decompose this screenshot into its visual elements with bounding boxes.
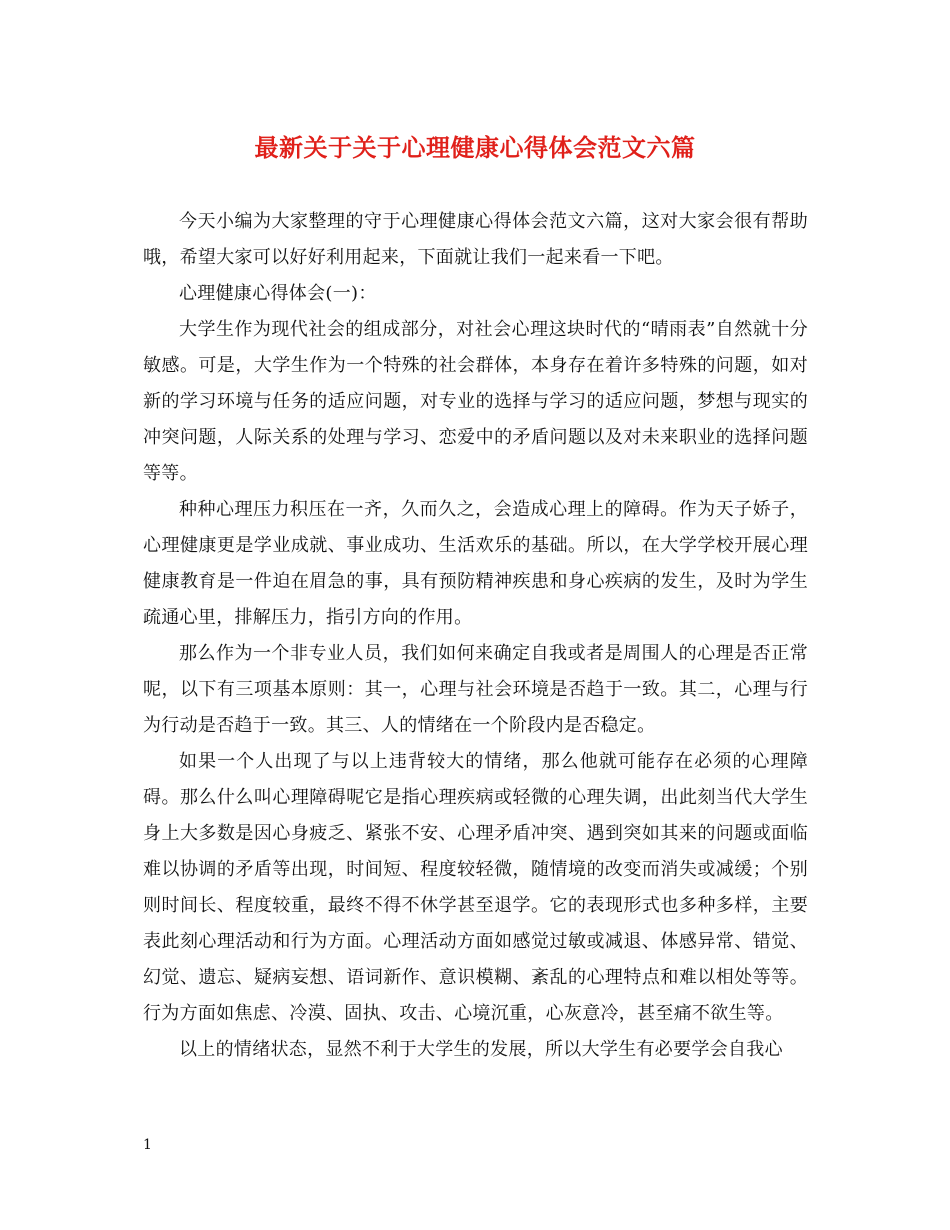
paragraph-intro: 今天小编为大家整理的守于心理健康心得体会范文六篇，这对大家会很有帮助哦，希望大家可以好好利用起来，下面就让我们一起来看一下吧。 [143, 211, 808, 268]
document-title: 最新关于关于心理健康心得体会范文六篇 [254, 133, 696, 162]
paragraph: 种种心理压力积压在一齐，久而久之，会造成心理上的障碍。作为天子娇子，心理健康更是学业成就、事业成功、生活欢乐的基础。所以，在大学学校开展心理健康教育是一件迫在眉急的事，具有预防精神疾患和身心疾病的发生，及时为学生疏通心里，排解压力，指引方向的作用。 [143, 499, 808, 628]
paragraph: 那么作为一个非专业人员，我们如何来确定自我或者是周围人的心理是否正常呢，以下有三项基本原则：其一，心理与社会环境是否趋于一致。其二，心理与行为行动是否趋于一致。其三、人的情绪在一个阶段内是否稳定。 [143, 643, 808, 736]
page-number: 1 [143, 1137, 152, 1153]
paragraph: 如果一个人出现了与以上违背较大的情绪，那么他就可能存在必须的心理障碍。那么什么叫心理障碍呢它是指心理疾病或轻微的心理失调，出此刻当代大学生身上大多数是因心身疲乏、紧张不安、心理矛盾冲突、遇到突如其来的问题或面临难以协调的矛盾等出现，时间短、程度较轻微，随情境的改变而消失或减缓；个别则时间长、程度较重，最终不得不休学甚至退学。它的表现形式也多种多样，主要表此刻心理活动和行为方面。心理活动方面如感觉过敏或减退、体感异常、错觉、幻觉、遗忘、疑病妄想、语词新作、意识模糊、紊乱的心理特点和难以相处等等。行为方面如焦虑、冷漠、固执、攻击、心境沉重，心灰意冷，甚至痛不欲生等。 [143, 751, 808, 1024]
paragraph: 大学生作为现代社会的组成部分，对社会心理这块时代的“晴雨表”自然就十分敏感。可是，大学生作为一个特殊的社会群体，本身存在着许多特殊的问题，如对新的学习环境与任务的适应问题，对专业的选择与学习的适应问题，梦想与现实的冲突问题，人际关系的处理与学习、恋爱中的矛盾问题以及对未来职业的选择问题等等。 [143, 319, 808, 484]
section-heading: 心理健康心得体会(一)： [179, 283, 377, 304]
document-body [143, 204, 808, 1068]
paragraph: 以上的情绪状态，显然不利于大学生的发展，所以大学生有必要学会自我心 [179, 1039, 783, 1060]
